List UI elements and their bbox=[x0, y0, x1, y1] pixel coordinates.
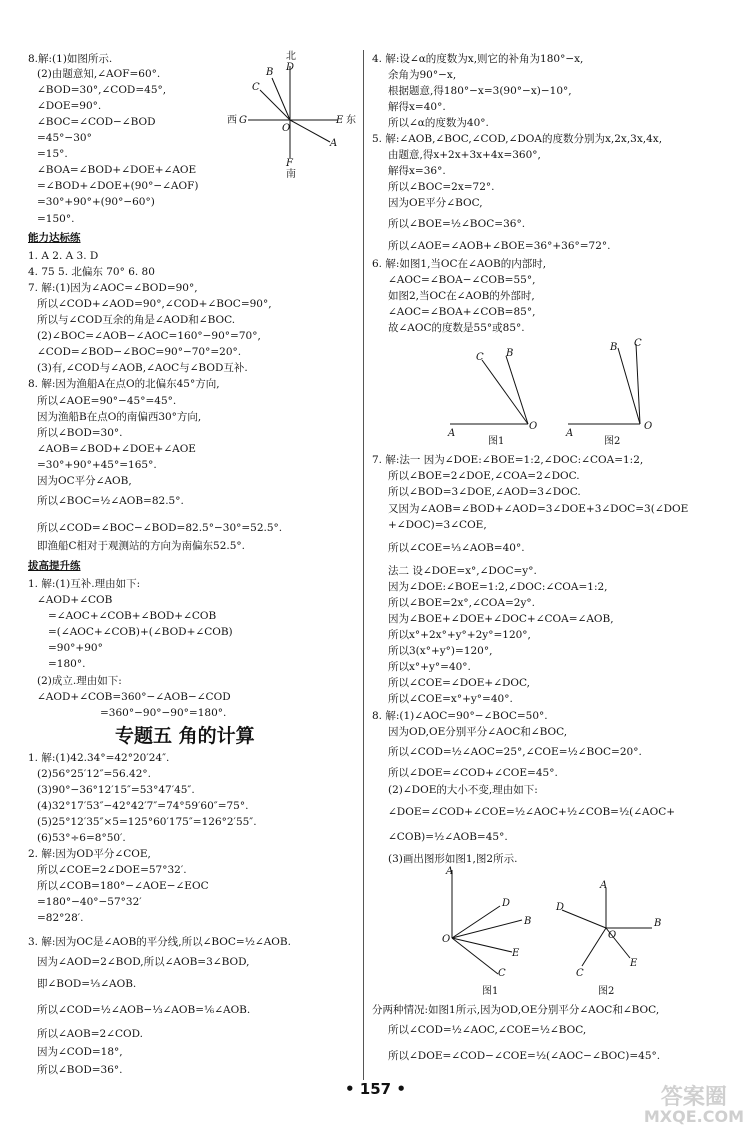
right-line: 因为OD,OE分别平分∠AOC和∠BOC, bbox=[388, 726, 568, 738]
left-line: 3. 解:因为OC是∠AOB的平分线,所以∠BOC=½∠AOB. bbox=[28, 936, 291, 948]
left-line: ∠DOE=90°. bbox=[37, 100, 102, 112]
fig1b-label-b: B bbox=[524, 916, 532, 927]
right-line: 解得x=36°. bbox=[388, 165, 446, 177]
left-line: 8. 解:因为渔船A在点O的北偏东45°方向, bbox=[28, 378, 220, 390]
right-line: 法二 设∠DOE=x°,∠DOC=y°. bbox=[388, 565, 537, 577]
left-line: (2)由题意知,∠AOF=60°. bbox=[37, 68, 161, 80]
left-line: (2)成立.理由如下: bbox=[37, 675, 122, 687]
left-line: =30°+90°+45°=165°. bbox=[37, 459, 157, 471]
fig2b-caption: 图2 bbox=[598, 986, 615, 997]
fig1b-label-a: A bbox=[446, 866, 454, 877]
fig1-label-c: C bbox=[476, 352, 484, 363]
left-line: =360°−90°−90°=180°. bbox=[100, 707, 227, 719]
fig1b-label-e: E bbox=[512, 948, 520, 959]
label-west: 西 bbox=[227, 115, 237, 126]
right-line: 所以∠BOE=2∠DOE,∠COA=2∠DOC. bbox=[388, 470, 580, 482]
right-line: ∠COB)=½∠AOB=45°. bbox=[388, 831, 508, 843]
left-line: 所以∠AOB=2∠COD. bbox=[37, 1028, 144, 1040]
label-north: 北 bbox=[286, 51, 296, 62]
right-line: 如图2,当OC在∠AOB的外部时, bbox=[388, 290, 535, 302]
left-line: 因为渔船B在点O的南偏西30°方向, bbox=[37, 411, 202, 423]
fig1-caption: 图1 bbox=[488, 436, 505, 447]
right-line: (2)∠DOE的大小不变,理由如下: bbox=[388, 784, 538, 796]
q8-figures bbox=[432, 866, 682, 998]
fig2b-label-b: B bbox=[654, 918, 662, 929]
left-line: 因为∠COD=18°, bbox=[37, 1046, 123, 1058]
fig2b-label-e: E bbox=[630, 958, 638, 969]
fig1b-label-d: D bbox=[502, 898, 511, 909]
left-line: 所以∠BOD=36°. bbox=[37, 1064, 123, 1076]
left-line: =180°. bbox=[48, 658, 86, 670]
right-line: 所以3(x°+y°)=120°, bbox=[388, 645, 493, 657]
left-line: 因为∠AOD=2∠BOD,所以∠AOB=3∠BOD, bbox=[37, 956, 250, 968]
right-line: 因为OE平分∠BOC, bbox=[388, 197, 483, 209]
fig1-label-a: A bbox=[448, 428, 456, 439]
right-line: 所以∠COE=∠DOE+∠DOC, bbox=[388, 677, 531, 689]
left-line: =180°−40°−57°32′ bbox=[37, 896, 142, 908]
right-line: ∠AOC=∠BOA+∠COB=85°, bbox=[388, 306, 536, 318]
left-line: 所以∠COD=½∠AOB−⅓∠AOB=⅙∠AOB. bbox=[37, 1004, 251, 1016]
left-line: 1. A 2. A 3. D bbox=[28, 250, 99, 262]
fig2-label-o: O bbox=[644, 421, 653, 432]
right-line: 所以∠BOC=2x=72°. bbox=[388, 181, 495, 193]
right-line: 因为∠DOE:∠BOE=1:2,∠DOC:∠COA=1:2, bbox=[388, 581, 608, 593]
left-line: 所以∠BOD=30°. bbox=[37, 427, 123, 439]
left-line: (5)25°12′35″×5=125°60′175″=126°2′55″. bbox=[37, 816, 257, 828]
left-line: ∠BOA=∠BOD+∠DOE+∠AOE bbox=[37, 164, 197, 176]
label-f: F bbox=[286, 158, 293, 169]
label-c: C bbox=[252, 82, 260, 93]
right-line: 所以∠DOE=∠COD−∠COE=½(∠AOC−∠BOC)=45°. bbox=[388, 1050, 661, 1062]
left-line: 即渔船C相对于观测站的方向为南偏东52.5°. bbox=[37, 540, 245, 552]
right-line: 所以∠COD=½∠AOC=25°,∠COE=½∠BOC=20°. bbox=[388, 746, 642, 758]
fig2-caption: 图2 bbox=[604, 436, 621, 447]
section-heading-advanced: 拔高提升练 bbox=[28, 560, 81, 572]
column-divider bbox=[363, 50, 364, 1080]
left-line: =15°. bbox=[37, 148, 68, 160]
right-line: (3)画出图形如图1,图2所示. bbox=[388, 853, 518, 865]
fig1-label-o: O bbox=[529, 421, 538, 432]
fig2-label-a: A bbox=[566, 428, 574, 439]
left-line: 所以∠COD+∠AOD=90°,∠COD+∠BOC=90°, bbox=[37, 298, 272, 310]
fig2b-label-o: O bbox=[608, 930, 617, 941]
left-line: 所以∠AOE=90°−45°=45°. bbox=[37, 395, 177, 407]
left-line: ∠BOC=∠COD−∠BOD bbox=[37, 116, 156, 128]
right-line: 所以∠COD=½∠AOC,∠COE=½∠BOC, bbox=[388, 1024, 587, 1036]
left-line: 4. 75 5. 北偏东 70° 6. 80 bbox=[28, 266, 155, 278]
right-line: 所以∠BOE=2x°,∠COA=2y°. bbox=[388, 597, 535, 609]
left-line: (3)有,∠COD与∠AOB,∠AOC与∠BOD互补. bbox=[37, 362, 248, 374]
section-heading-ability: 能力达标练 bbox=[28, 232, 81, 244]
left-line: (2)∠BOC=∠AOB−∠AOC=160°−90°=70°, bbox=[37, 330, 261, 342]
fig2b-label-d: D bbox=[556, 902, 565, 913]
q6-figures bbox=[440, 338, 680, 450]
right-line: 6. 解:如图1,当OC在∠AOB的内部时, bbox=[372, 258, 547, 270]
right-line: 又因为∠AOB=∠BOD+∠AOD=3∠DOE+3∠DOC=3(∠DOE bbox=[388, 503, 689, 515]
right-line: 5. 解:∠AOB,∠BOC,∠COD,∠DOA的度数分别为x,2x,3x,4x, bbox=[372, 133, 663, 145]
left-line: =∠AOC+∠COB+∠BOD+∠COB bbox=[48, 610, 217, 622]
label-o: O bbox=[282, 123, 291, 134]
label-a: A bbox=[330, 138, 338, 149]
left-line: =90°+90° bbox=[48, 642, 103, 654]
right-line: 故∠AOC的度数是55°或85°. bbox=[388, 322, 525, 334]
right-line: 4. 解:设∠α的度数为x,则它的补角为180°−x, bbox=[372, 53, 584, 65]
right-line: ∠DOE=∠COD+∠COE=½∠AOC+½∠COB=½(∠AOC+ bbox=[388, 806, 676, 818]
watermark bbox=[644, 1087, 744, 1125]
right-line: ∠AOC=∠BOA−∠COB=55°, bbox=[388, 274, 536, 286]
left-line: =82°28′. bbox=[37, 912, 84, 924]
left-line: ∠AOD+∠COB bbox=[37, 594, 113, 606]
right-line: 分两种情况:如图1所示,因为OD,OE分别平分∠AOC和∠BOC, bbox=[372, 1004, 660, 1016]
right-line: 余角为90°−x, bbox=[388, 69, 457, 81]
left-line: 因为OC平分∠AOB, bbox=[37, 475, 132, 487]
fig1b-label-c: C bbox=[498, 968, 506, 979]
left-line: 2. 解:因为OD平分∠COE, bbox=[28, 848, 151, 860]
left-line: 1. 解:(1)42.34°=42°20′24″. bbox=[28, 752, 170, 764]
right-line: 所以x°+y°=40°. bbox=[388, 661, 471, 673]
left-line: 所以与∠COD互余的角是∠AOD和∠BOC. bbox=[37, 314, 236, 326]
left-line: (6)53°÷6=8°50′. bbox=[37, 832, 126, 844]
fig1-label-b: B bbox=[506, 348, 514, 359]
right-line: 由题意,得x+2x+3x+4x=360°, bbox=[388, 149, 541, 161]
left-line: ∠COD=∠BOD−∠BOC=90°−70°=20°. bbox=[37, 346, 242, 358]
right-line: 所以∠α的度数为40°. bbox=[388, 117, 489, 129]
right-line: 因为∠BOE+∠DOE+∠DOC+∠COA=∠AOB, bbox=[388, 613, 614, 625]
label-east: 东 bbox=[346, 115, 356, 126]
label-e: E bbox=[336, 115, 344, 126]
left-line: ∠AOB=∠BOD+∠DOE+∠AOE bbox=[37, 443, 196, 455]
label-b: B bbox=[266, 67, 274, 78]
left-line: 8.解:(1)如图所示. bbox=[28, 53, 113, 65]
left-line: 所以∠COE=2∠DOE=57°32′. bbox=[37, 864, 187, 876]
right-line: 所以∠BOD=3∠DOE,∠AOD=3∠DOC. bbox=[388, 486, 581, 498]
left-line: 1. 解:(1)互补.理由如下: bbox=[28, 578, 141, 590]
left-line: 所以∠COD=∠BOC−∠BOD=82.5°−30°=52.5°. bbox=[37, 522, 283, 534]
right-line: 8. 解:(1)∠AOC=90°−∠BOC=50°. bbox=[372, 710, 548, 722]
right-line: 所以∠BOE=½∠BOC=36°. bbox=[388, 218, 526, 230]
fig2b-label-c: C bbox=[576, 968, 584, 979]
left-line: ∠AOD+∠COB=360°−∠AOB−∠COD bbox=[37, 691, 231, 703]
left-line: =30°+90°+(90°−60°) bbox=[37, 196, 155, 208]
fig1b-label-o: O bbox=[442, 934, 451, 945]
right-line: 所以x°+2x°+y°+2y°=120°, bbox=[388, 629, 531, 641]
page-number: • 157 • bbox=[345, 1080, 406, 1098]
fig1b-caption: 图1 bbox=[482, 986, 499, 997]
watermark-url: MXQE.COM bbox=[643, 1107, 744, 1126]
right-line: 所以∠DOE=∠COD+∠COE=45°. bbox=[388, 767, 558, 779]
label-d: D bbox=[286, 62, 295, 73]
left-line: =∠BOD+∠DOE+(90°−∠AOF) bbox=[37, 180, 199, 192]
compass-figure bbox=[222, 48, 360, 180]
right-line: 7. 解:法一 因为∠DOE:∠BOE=1:2,∠DOC:∠COA=1:2, bbox=[372, 454, 644, 466]
fig2-label-c: C bbox=[634, 338, 642, 349]
right-line: 根据题意,得180°−x=3(90°−x)−10°, bbox=[388, 85, 572, 97]
topic-title: 专题五 角的计算 bbox=[115, 725, 255, 747]
watermark-logo-text: 答案圈 bbox=[660, 1085, 727, 1110]
left-line: (2)56°25′12″=56.42°. bbox=[37, 768, 151, 780]
fig2b-label-a: A bbox=[600, 880, 608, 891]
left-line: =45°−30° bbox=[37, 132, 92, 144]
right-line: +∠DOC)=3∠COE, bbox=[388, 519, 487, 531]
left-line: (3)90°−36°12′15″=53°47′45″. bbox=[37, 784, 195, 796]
right-line: 解得x=40°. bbox=[388, 101, 446, 113]
left-line: 所以∠BOC=½∠AOB=82.5°. bbox=[37, 495, 184, 507]
right-line: 所以∠COE=x°+y°=40°. bbox=[388, 693, 513, 705]
left-line: =(∠AOC+∠COB)+(∠BOD+∠COB) bbox=[48, 626, 233, 638]
label-south: 南 bbox=[286, 169, 296, 180]
right-line: 所以∠COE=⅓∠AOB=40°. bbox=[388, 542, 525, 554]
fig2-label-b: B bbox=[610, 342, 618, 353]
left-line: 即∠BOD=⅓∠AOB. bbox=[37, 978, 137, 990]
left-line: 7. 解:(1)因为∠AOC=∠BOD=90°, bbox=[28, 282, 198, 294]
label-g: G bbox=[239, 115, 247, 126]
left-line: 所以∠COB=180°−∠AOE−∠EOC bbox=[37, 880, 209, 892]
left-line: =150°. bbox=[37, 213, 75, 225]
left-line: ∠BOD=30°,∠COD=45°, bbox=[37, 84, 167, 96]
left-line: (4)32°17′53″−42°42′7″=74°59′60″=75°. bbox=[37, 800, 249, 812]
right-line: 所以∠AOE=∠AOB+∠BOE=36°+36°=72°. bbox=[388, 240, 611, 252]
